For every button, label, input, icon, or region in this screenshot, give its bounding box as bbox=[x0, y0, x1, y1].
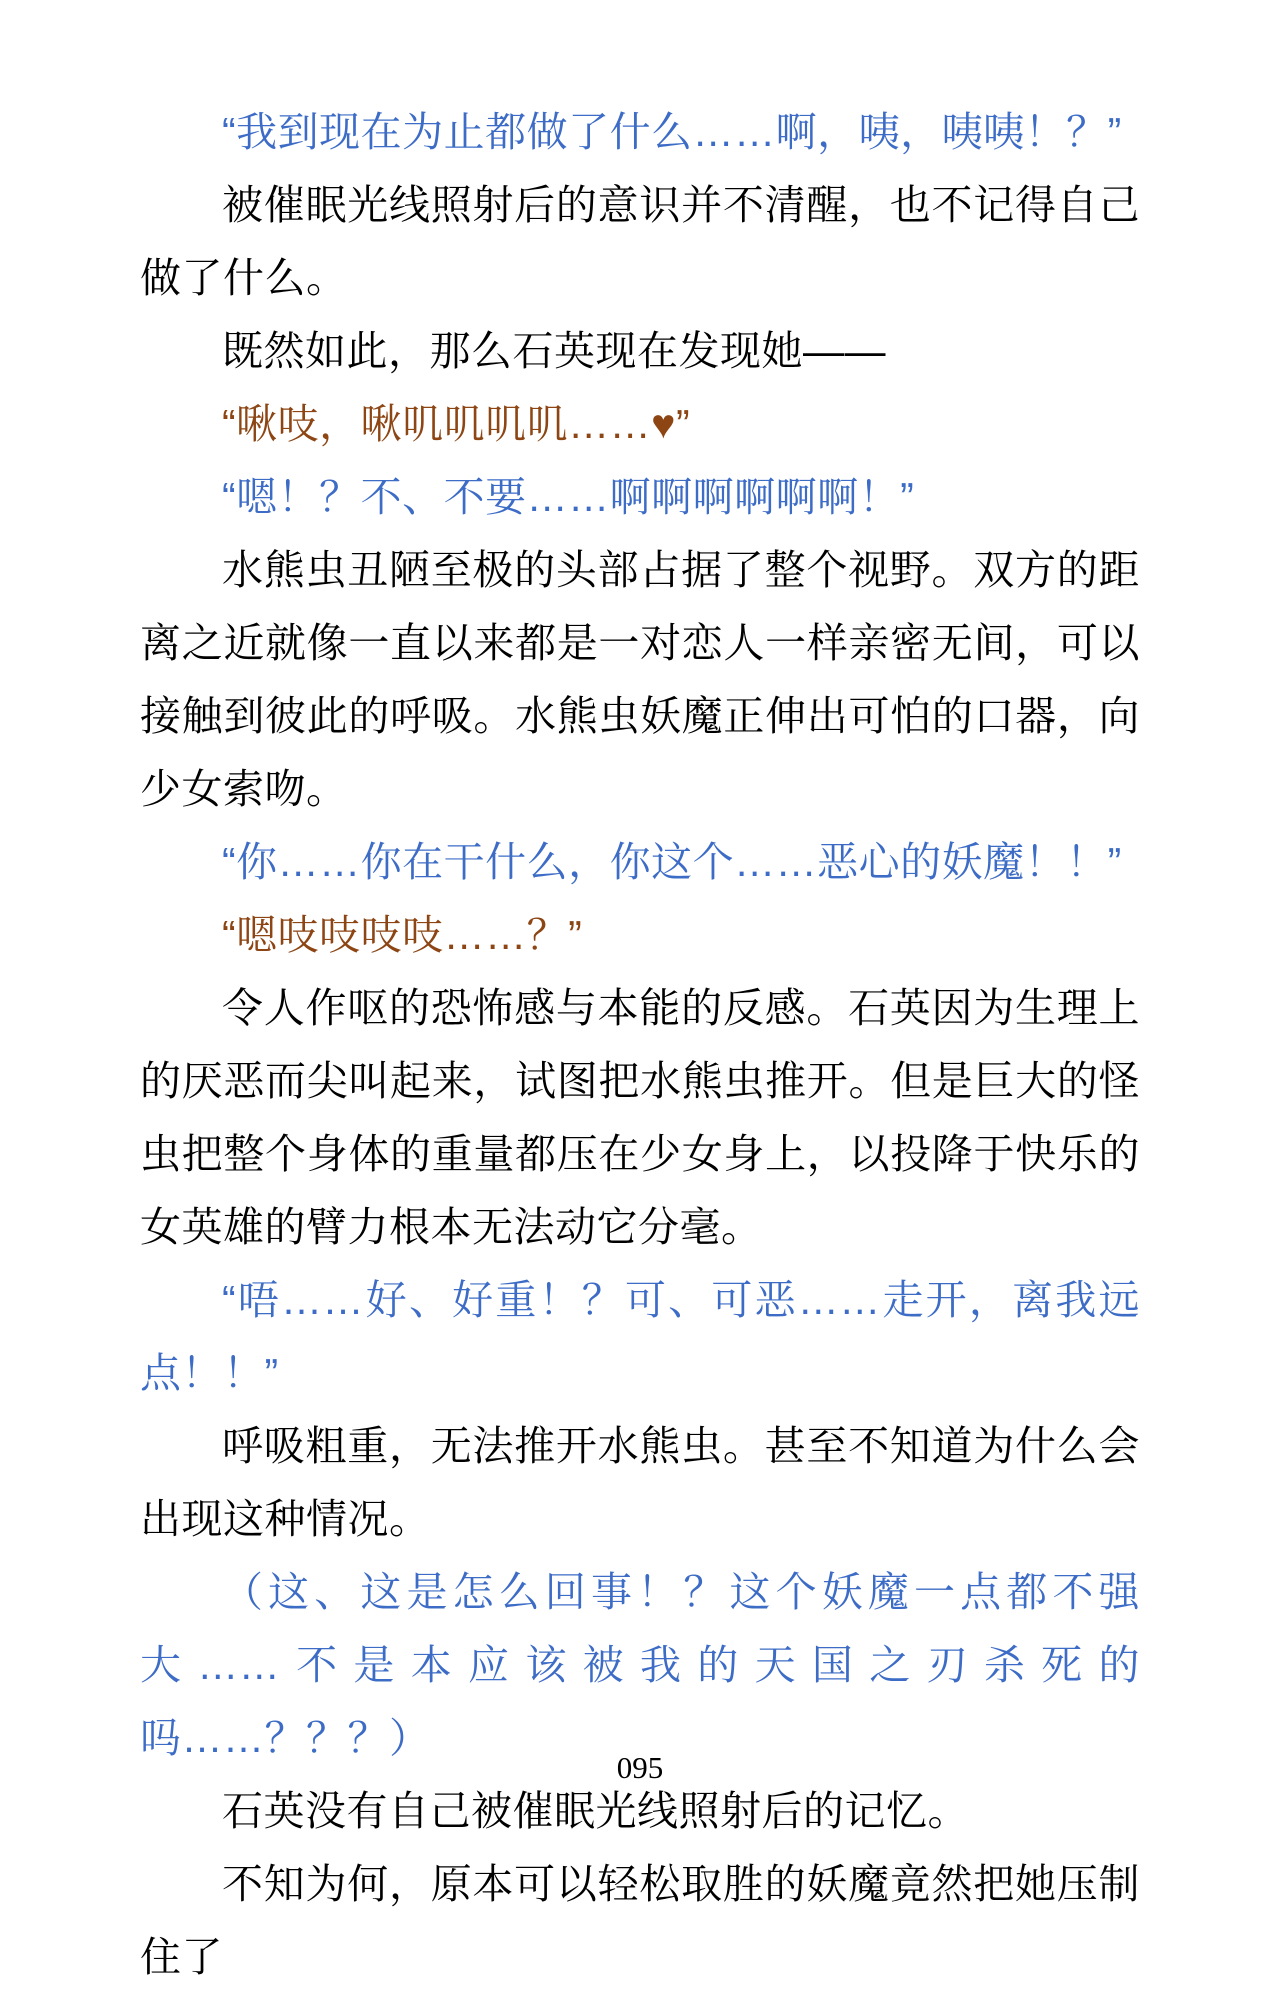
inner-thought-heroine: （这、这是怎么回事！？这个妖魔一点都不强大……不是本应该被我的天国之刃杀死的吗……？？？） bbox=[140, 1569, 1140, 1761]
dialogue-heroine: “我到现在为止都做了什么……啊，咦，咦咦！？” bbox=[222, 109, 1122, 155]
narration-paragraph: 水熊虫丑陋至极的头部占据了整个视野。双方的距离之近就像一直以来都是一对恋人一样亲密无间，可以接触到彼此的呼吸。水熊虫妖魔正伸出可怕的口器，向少女索吻。 bbox=[140, 547, 1140, 812]
narration-paragraph: 呼吸粗重，无法推开水熊虫。甚至不知道为什么会出现这种情况。 bbox=[140, 1423, 1140, 1542]
dialogue-heroine: “嗯！？不、不要……啊啊啊啊啊啊！” bbox=[222, 474, 915, 520]
dialogue-heroine: “唔……好、好重！？可、可恶……走开，离我远点！！” bbox=[140, 1277, 1140, 1396]
dialogue-monster: “啾吱，啾叽叽叽叽……♥” bbox=[222, 401, 691, 447]
narration-paragraph: 石英没有自己被催眠光线照射后的记忆。 bbox=[222, 1788, 969, 1834]
narration-paragraph: 既然如此，那么石英现在发现她—— bbox=[222, 328, 886, 374]
narration-paragraph: 不知为何，原本可以轻松取胜的妖魔竟然把她压制住了 bbox=[140, 1861, 1140, 1980]
dialogue-monster: “嗯吱吱吱吱……？” bbox=[222, 912, 583, 958]
narration-paragraph: 被催眠光线照射后的意识并不清醒，也不记得自己做了什么。 bbox=[140, 182, 1140, 301]
dialogue-heroine: “你……你在干什么，你这个……恶心的妖魔！！” bbox=[222, 839, 1122, 885]
narration-paragraph: 令人作呕的恐怖感与本能的反感。石英因为生理上的厌恶而尖叫起来，试图把水熊虫推开。但是巨大的怪虫把整个身体的重量都压在少女身上，以投降于快乐的女英雄的臂力根本无法动它分毫。 bbox=[140, 985, 1140, 1250]
page-number: 095 bbox=[616, 1750, 664, 1785]
